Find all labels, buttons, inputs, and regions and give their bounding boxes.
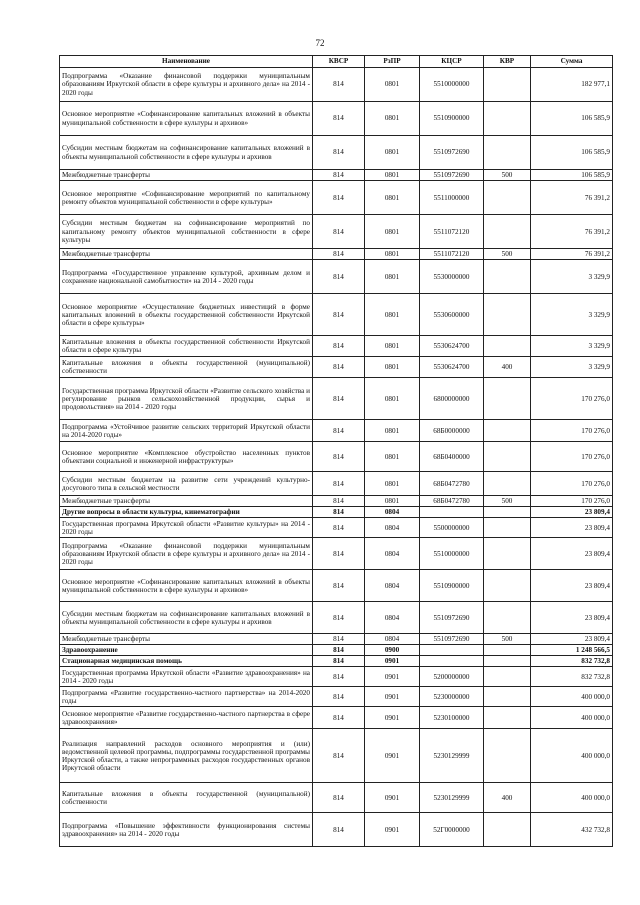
table-row xyxy=(60,260,613,294)
cell-kvsr: 814 xyxy=(313,518,365,538)
cell-kvsr: 814 xyxy=(313,420,365,442)
cell-name: Основное мероприятие «Осуществление бюджетных инвестиций в форме капитальных вложений в объекты государственной собственности Иркутской области в сфере культуры» xyxy=(60,294,313,336)
cell-kcsr: 5511072120 xyxy=(420,215,484,249)
table-row xyxy=(60,102,613,136)
cell-sum: 23 809,4 xyxy=(531,634,613,645)
cell-name: Подпрограмма «Устойчивое развитие сельских территорий Иркутской области на 2014-2020 годы» xyxy=(60,420,313,442)
cell-rzpr: 0901 xyxy=(365,667,420,687)
cell-sum: 400 000,0 xyxy=(531,687,613,707)
cell-rzpr: 0801 xyxy=(365,496,420,507)
cell-rzpr: 0801 xyxy=(365,215,420,249)
cell-kvsr: 814 xyxy=(313,294,365,336)
cell-kcsr: 68Б0400000 xyxy=(420,442,484,472)
cell-rzpr: 0801 xyxy=(365,102,420,136)
cell-name: Межбюджетные трансферты xyxy=(60,170,313,181)
cell-sum: 3 329,9 xyxy=(531,260,613,294)
table-row xyxy=(60,634,613,645)
cell-kvsr: 814 xyxy=(313,707,365,729)
cell-kvsr: 814 xyxy=(313,645,365,656)
cell-kvr xyxy=(484,294,531,336)
cell-kvr: 500 xyxy=(484,496,531,507)
page-number: 72 xyxy=(315,38,325,48)
cell-kcsr: 5530600000 xyxy=(420,294,484,336)
cell-sum: 832 732,8 xyxy=(531,656,613,667)
table-row xyxy=(60,378,613,420)
cell-kvr xyxy=(484,260,531,294)
cell-kvsr: 814 xyxy=(313,442,365,472)
cell-kvr: 400 xyxy=(484,783,531,813)
cell-kcsr: 5230000000 xyxy=(420,687,484,707)
cell-kvsr: 814 xyxy=(313,813,365,847)
cell-rzpr: 0801 xyxy=(365,170,420,181)
cell-kvr xyxy=(484,102,531,136)
table-row xyxy=(60,570,613,602)
cell-name: Основное мероприятие «Комплексное обустройство населенных пунктов объектами социальной и инженерной инфраструктуры» xyxy=(60,442,313,472)
cell-kvr xyxy=(484,667,531,687)
cell-kvr xyxy=(484,472,531,496)
cell-kvsr: 814 xyxy=(313,496,365,507)
cell-sum: 76 391,2 xyxy=(531,215,613,249)
table-row xyxy=(60,249,613,260)
table-row xyxy=(60,170,613,181)
table-row xyxy=(60,538,613,570)
cell-kvsr: 814 xyxy=(313,729,365,783)
cell-rzpr: 0804 xyxy=(365,507,420,518)
cell-kcsr: 5510000000 xyxy=(420,538,484,570)
cell-kvr xyxy=(484,420,531,442)
table-row xyxy=(60,783,613,813)
cell-rzpr: 0801 xyxy=(365,357,420,378)
cell-kvsr: 814 xyxy=(313,378,365,420)
cell-kcsr: 5510900000 xyxy=(420,570,484,602)
cell-kvsr: 814 xyxy=(313,215,365,249)
cell-kvr xyxy=(484,181,531,215)
cell-name: Другие вопросы в области культуры, кинематографии xyxy=(60,507,313,518)
cell-kvr: 500 xyxy=(484,170,531,181)
cell-sum: 3 329,9 xyxy=(531,336,613,357)
table-row xyxy=(60,645,613,656)
cell-rzpr: 0804 xyxy=(365,570,420,602)
table-row xyxy=(60,729,613,783)
cell-kvr xyxy=(484,507,531,518)
cell-kvr xyxy=(484,602,531,634)
cell-kvr xyxy=(484,570,531,602)
header-name: Наименование xyxy=(60,56,313,68)
table-row xyxy=(60,602,613,634)
cell-kvsr: 814 xyxy=(313,68,365,102)
cell-kcsr: 5500000000 xyxy=(420,518,484,538)
cell-kcsr xyxy=(420,645,484,656)
header-rzpr: РзПР xyxy=(365,56,420,68)
table-row xyxy=(60,420,613,442)
cell-kcsr: 5510972690 xyxy=(420,602,484,634)
cell-name: Государственная программа Иркутской области «Развитие культуры» на 2014 - 2020 годы xyxy=(60,518,313,538)
table-row xyxy=(60,181,613,215)
table-row xyxy=(60,667,613,687)
cell-kvsr: 814 xyxy=(313,667,365,687)
cell-kcsr: 5510972690 xyxy=(420,634,484,645)
cell-rzpr: 0901 xyxy=(365,729,420,783)
cell-kvr xyxy=(484,215,531,249)
cell-sum: 106 585,9 xyxy=(531,136,613,170)
cell-sum: 23 809,4 xyxy=(531,507,613,518)
cell-rzpr: 0901 xyxy=(365,656,420,667)
cell-rzpr: 0801 xyxy=(365,294,420,336)
cell-kvsr: 814 xyxy=(313,260,365,294)
cell-rzpr: 0801 xyxy=(365,260,420,294)
cell-sum: 76 391,2 xyxy=(531,181,613,215)
cell-kcsr: 5530624700 xyxy=(420,336,484,357)
cell-rzpr: 0801 xyxy=(365,336,420,357)
cell-kcsr xyxy=(420,656,484,667)
cell-kvsr: 814 xyxy=(313,181,365,215)
cell-kvr xyxy=(484,378,531,420)
cell-sum: 106 585,9 xyxy=(531,102,613,136)
cell-sum: 170 276,0 xyxy=(531,472,613,496)
table-row xyxy=(60,336,613,357)
cell-sum: 106 585,9 xyxy=(531,170,613,181)
cell-kcsr: 68Б0000000 xyxy=(420,420,484,442)
header-kvr: КВР xyxy=(484,56,531,68)
cell-rzpr: 0801 xyxy=(365,181,420,215)
cell-sum: 170 276,0 xyxy=(531,420,613,442)
cell-name: Субсидии местным бюджетам на софинансирование капитальных вложений в объекты муниципальной собственности в сфере культуры и архивов xyxy=(60,602,313,634)
cell-name: Капитальные вложения в объекты государственной (муниципальной) собственности xyxy=(60,783,313,813)
cell-name: Субсидии местным бюджетам на развитие сети учреждений культурно-досугового типа в сельской местности xyxy=(60,472,313,496)
cell-sum: 1 248 566,5 xyxy=(531,645,613,656)
cell-rzpr: 0801 xyxy=(365,68,420,102)
cell-kcsr: 5230129999 xyxy=(420,729,484,783)
table-header-row xyxy=(60,56,613,68)
cell-kvr xyxy=(484,136,531,170)
cell-sum: 23 809,4 xyxy=(531,602,613,634)
cell-rzpr: 0801 xyxy=(365,249,420,260)
cell-kvr: 400 xyxy=(484,357,531,378)
cell-sum: 170 276,0 xyxy=(531,496,613,507)
header-kcsr: КЦСР xyxy=(420,56,484,68)
cell-sum: 400 000,0 xyxy=(531,729,613,783)
table-row xyxy=(60,472,613,496)
cell-kvsr: 814 xyxy=(313,170,365,181)
table-row xyxy=(60,656,613,667)
cell-kvsr: 814 xyxy=(313,538,365,570)
cell-kvsr: 814 xyxy=(313,336,365,357)
cell-kcsr: 5511000000 xyxy=(420,181,484,215)
cell-name: Государственная программа Иркутской области «Развитие здравоохранения» на 2014 - 2020 годы xyxy=(60,667,313,687)
table-row xyxy=(60,357,613,378)
budget-table xyxy=(59,55,613,847)
cell-kvr xyxy=(484,518,531,538)
cell-kvr xyxy=(484,656,531,667)
cell-kcsr: 52Г0000000 xyxy=(420,813,484,847)
cell-rzpr: 0804 xyxy=(365,538,420,570)
cell-rzpr: 0900 xyxy=(365,645,420,656)
cell-sum: 76 391,2 xyxy=(531,249,613,260)
cell-name: Межбюджетные трансферты xyxy=(60,634,313,645)
cell-kvr xyxy=(484,538,531,570)
cell-kcsr: 5530624700 xyxy=(420,357,484,378)
cell-name: Основное мероприятие «Софинансирование мероприятий по капитальному ремонту объектов муниципальной собственности в сфере культуры» xyxy=(60,181,313,215)
table-row xyxy=(60,707,613,729)
cell-sum: 400 000,0 xyxy=(531,783,613,813)
cell-sum: 182 977,1 xyxy=(531,68,613,102)
table-row xyxy=(60,442,613,472)
cell-name: Подпрограмма «Развитие государственно-частного партнерства» на 2014-2020 годы xyxy=(60,687,313,707)
cell-sum: 23 809,4 xyxy=(531,518,613,538)
cell-kvr xyxy=(484,707,531,729)
table-row xyxy=(60,136,613,170)
cell-kvr xyxy=(484,729,531,783)
cell-kcsr: 5200000000 xyxy=(420,667,484,687)
header-kvsr: КВСР xyxy=(313,56,365,68)
cell-sum: 3 329,9 xyxy=(531,294,613,336)
table-row xyxy=(60,813,613,847)
table-row xyxy=(60,215,613,249)
cell-name: Межбюджетные трансферты xyxy=(60,496,313,507)
cell-name: Подпрограмма «Повышение эффективности функционирования системы здравоохранения» на 2014 - 2020 годы xyxy=(60,813,313,847)
header-sum: Сумма xyxy=(531,56,613,68)
cell-kvsr: 814 xyxy=(313,249,365,260)
cell-kvsr: 814 xyxy=(313,687,365,707)
cell-kvr xyxy=(484,813,531,847)
cell-name: Капитальные вложения в объекты государственной (муниципальной) собственности xyxy=(60,357,313,378)
cell-kvsr: 814 xyxy=(313,783,365,813)
cell-name: Субсидии местным бюджетам на софинансирование мероприятий по капитальному ремонту объектов муниципальной собственности в сфере культуры xyxy=(60,215,313,249)
cell-rzpr: 0801 xyxy=(365,136,420,170)
cell-kvr: 500 xyxy=(484,634,531,645)
cell-kvsr: 814 xyxy=(313,602,365,634)
cell-name: Стационарная медицинская помощь xyxy=(60,656,313,667)
cell-kcsr: 68Б0472780 xyxy=(420,472,484,496)
cell-name: Здравоохранение xyxy=(60,645,313,656)
cell-kvsr: 814 xyxy=(313,570,365,602)
cell-kcsr: 5510900000 xyxy=(420,102,484,136)
table-row xyxy=(60,68,613,102)
cell-kcsr: 5230100000 xyxy=(420,707,484,729)
cell-kcsr: 68Б0472780 xyxy=(420,496,484,507)
cell-name: Подпрограмма «Государственное управление культурой, архивным делом и сохранение национальной самобытности» на 2014 - 2020 годы xyxy=(60,260,313,294)
table-row xyxy=(60,496,613,507)
cell-kcsr: 5530000000 xyxy=(420,260,484,294)
cell-kvsr: 814 xyxy=(313,102,365,136)
cell-kcsr: 5510000000 xyxy=(420,68,484,102)
cell-sum: 170 276,0 xyxy=(531,378,613,420)
cell-sum: 23 809,4 xyxy=(531,538,613,570)
cell-sum: 400 000,0 xyxy=(531,707,613,729)
cell-rzpr: 0804 xyxy=(365,518,420,538)
cell-kcsr: 5510972690 xyxy=(420,170,484,181)
cell-sum: 432 732,8 xyxy=(531,813,613,847)
cell-kvr xyxy=(484,336,531,357)
cell-kcsr: 5510972690 xyxy=(420,136,484,170)
table-row xyxy=(60,687,613,707)
cell-kcsr: 5511072120 xyxy=(420,249,484,260)
table-row xyxy=(60,518,613,538)
cell-rzpr: 0801 xyxy=(365,378,420,420)
cell-kvr: 500 xyxy=(484,249,531,260)
cell-kvsr: 814 xyxy=(313,136,365,170)
cell-rzpr: 0901 xyxy=(365,783,420,813)
cell-rzpr: 0801 xyxy=(365,472,420,496)
cell-rzpr: 0804 xyxy=(365,602,420,634)
cell-kvsr: 814 xyxy=(313,634,365,645)
cell-sum: 23 809,4 xyxy=(531,570,613,602)
cell-kvr xyxy=(484,68,531,102)
cell-rzpr: 0901 xyxy=(365,707,420,729)
cell-name: Основное мероприятие «Софинансирование капитальных вложений в объекты муниципальной собственности в сфере культуры и архивов» xyxy=(60,102,313,136)
cell-name: Основное мероприятие «Развитие государственно-частного партнерства в сфере здравоохранения» xyxy=(60,707,313,729)
cell-kvr xyxy=(484,687,531,707)
cell-rzpr: 0804 xyxy=(365,634,420,645)
cell-name: Подпрограмма «Оказание финансовой поддержки муниципальным образованиям Иркутской области в сфере культуры и архивного дела» на 2014 - 2020 годы xyxy=(60,538,313,570)
cell-kcsr: 5230129999 xyxy=(420,783,484,813)
table-row xyxy=(60,294,613,336)
cell-kvsr: 814 xyxy=(313,656,365,667)
cell-rzpr: 0901 xyxy=(365,687,420,707)
cell-sum: 3 329,9 xyxy=(531,357,613,378)
cell-kvsr: 814 xyxy=(313,357,365,378)
cell-rzpr: 0801 xyxy=(365,420,420,442)
cell-kvr xyxy=(484,645,531,656)
cell-kcsr xyxy=(420,507,484,518)
cell-rzpr: 0801 xyxy=(365,442,420,472)
cell-name: Капитальные вложения в объекты государственной собственности Иркутской области в сфере культуры xyxy=(60,336,313,357)
table-row xyxy=(60,507,613,518)
cell-name: Реализация направлений расходов основного мероприятия и (или) ведомственной целевой программы, подпрограммы государственной программы Иркутской области, а также непрограммных расходов государственных органов Иркутской области xyxy=(60,729,313,783)
cell-name: Основное мероприятие «Софинансирование капитальных вложений в объекты муниципальной собственности в сфере культуры и архивов» xyxy=(60,570,313,602)
cell-sum: 170 276,0 xyxy=(531,442,613,472)
cell-name: Субсидии местным бюджетам на софинансирование капитальных вложений в объекты муниципальной собственности в сфере культуры и архивов xyxy=(60,136,313,170)
cell-kcsr: 6800000000 xyxy=(420,378,484,420)
cell-sum: 832 732,8 xyxy=(531,667,613,687)
cell-kvr xyxy=(484,442,531,472)
cell-name: Государственная программа Иркутской области «Развитие сельского хозяйства и регулирование рынков сельскохозяйственной продукции, сырья и продовольствия» на 2014 - 2020 годы xyxy=(60,378,313,420)
cell-name: Подпрограмма «Оказание финансовой поддержки муниципальным образованиям Иркутской области в сфере культуры и архивного дела» на 2014 - 2020 годы xyxy=(60,68,313,102)
cell-rzpr: 0901 xyxy=(365,813,420,847)
cell-name: Межбюджетные трансферты xyxy=(60,249,313,260)
cell-kvsr: 814 xyxy=(313,472,365,496)
cell-kvsr: 814 xyxy=(313,507,365,518)
